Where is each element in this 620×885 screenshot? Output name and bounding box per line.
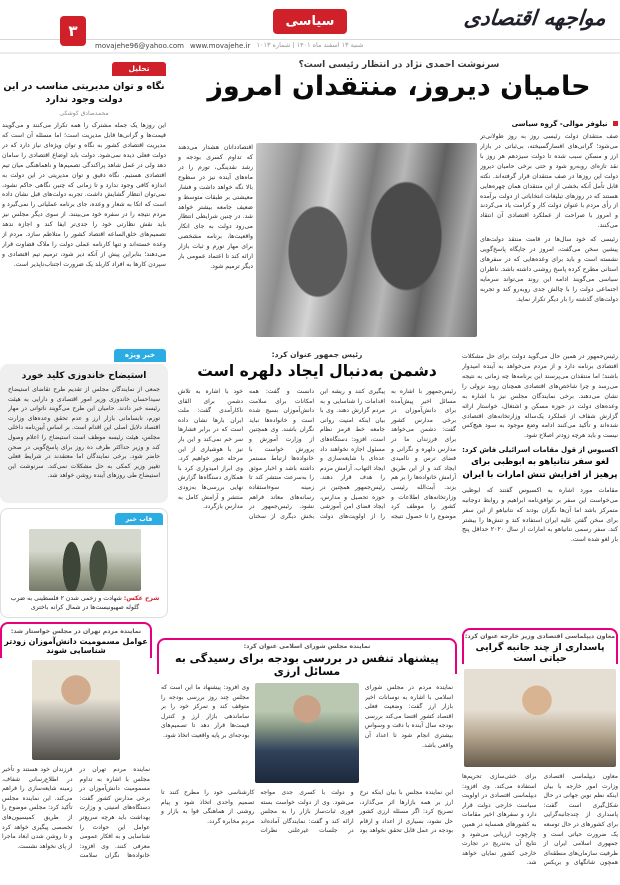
ahmadinejad-photo (256, 143, 477, 337)
deputy-kicker: معاون دیپلماسی اقتصادی وزیر خارجه عنوان کرد: (464, 633, 616, 640)
budget-body-left: وی افزود: پیشنهاد ما این است که مجلس چند روز بررسی بودجه را متوقف کند و تمرکز خود را بر ساماندهی بازار ارز و کنترل قیمت‌ها قرار دهد تا تصمیم‌های بودجه‌ای بر پایه واقعیت اتخاذ شود. (161, 684, 250, 739)
section-badge: سیاسی (273, 9, 347, 34)
president-body: رئیس‌جمهور با اشاره به مسائل اخیر پیش‌آمده برای دانش‌آموزان در برخی مدارس کشور گفت: دشمن می‌خواهد برای فرزندان ما در مدارس دلهره و نگرانی و فضای ترس و ناامیدی ایجاد کند و از این طریق آرامش خانواده‌ها را بر هم بزند. آیت‌الله رئیسی وزارتخانه‌های اطلاعات و کشور را موظف کرد موضوع را تا حصول نتیجه پیگیری کنند و ریشه این اقدامات را شناسایی و به مردم گزارش دهند. وی با بیان اینکه امنیت روانی جامعه خط قرمز نظام است، افزود: دستگاه‌های مسئول اجازه نخواهند داد عده‌ای با شایعه‌سازی و ایجاد التهاب، آرامش مردم را هدف قرار دهند. رئیس‌جمهور همچنین در حوزه تحصیل و مدارس، ایجاد فضای امن آموزشی را از اولویت‌های دولت دانست و گفت: همه امکانات برای سلامت دانش‌آموزان بسیج شده است و خانواده‌ها نباید نگران باشند. وی همچنین از وزارت آموزش و پرورش خواست با خانواده‌ها ارتباط مستمر داشته باشد و اخبار موثق را به‌سرعت منتشر کند تا زمینه سوءاستفاده رسانه‌های معاند فراهم نشود. رئیس‌جمهور در بخش دیگری از سخنان خود با اشاره به تلاش دشمن برای القای ناکارآمدی گفت: ملت ایران بارها نشان داده است که در برابر فشارها سر خم نمی‌کند و این بار نیز با هوشیاری از این مرحله عبور خواهیم کرد. وی ابراز امیدواری کرد با همکاری دستگاه‌ها گزارش نهایی بررسی‌ها به‌زودی منتشر و آرامش کامل به مدارس بازگردد. (178, 388, 456, 520)
deputy-body: معاون دیپلماسی اقتصادی وزارت امور خارجه با بیان اینکه نظم نوین جهانی در حال شکل‌گیری است گفت: پاسداری از چندجانبه‌گرایی برای کشورهای در حال توسعه یک ضرورت حیاتی است و جمهوری اسلامی ایران از ظرفیت سازمان‌های منطقه‌ای همچون شانگهای و بریکس برای خنثی‌سازی تحریم‌ها استفاده می‌کند. وی افزود: دیپلماسی اقتصادی در اولویت سیاست خارجی دولت قرار دارد و سفرهای اخیر مقامات به کشورهای همسایه در همین چارچوب ارزیابی می‌شود و نتایج آن به‌تدریج در تجارت خارجی کشور نمایان خواهد شد. (462, 773, 618, 867)
poisoning-kicker: نماینده مردم تهران در مجلس خواستار شد: (10, 628, 142, 635)
mp-blue-suit-photo (255, 683, 359, 783)
header-divider-bottom (0, 52, 620, 54)
budget-kicker: نماینده مجلس شورای اسلامی عنوان کرد: (243, 643, 371, 650)
axios-body: مقامات مورد اشاره به اکسیوس گفتند که ابوظبی می‌خواست این سفر بر توافق‌نامه ابراهیم و روابط دوجانبه متمرکز باشد اما آن‌ها نگران بودند که نتانیاهو از این سفر برای سخن گفتن علیه ایران استفاده کند و تنش‌ها را بیشتر کند. سفر رسمی نتانیاهو به امارات از سال ۲۰۲۰ حداقل پنج بار لغو شده است. (462, 486, 618, 544)
poisoning-headline: عوامل مسمومیت دانش‌آموزان زودتر شناسایی شوند (4, 637, 148, 655)
deputy-headline: پاسداری از چند جانبه گرایی حیاتی است (475, 642, 605, 664)
special-news-tag: خبر ویژه (114, 349, 166, 362)
impeachment-box (0, 364, 168, 503)
deputy-article (462, 628, 618, 885)
budget-body-right: نماینده مردم در مجلس شورای اسلامی با اشاره به نوسانات اخیر بازار ارز گفت: وضعیت فعلی اقتصاد کشور اقتضا می‌کند بررسی بودجه سال آینده با دقت و وسواس بیشتری انجام شود تا اعداد آن واقعی باشد. (364, 684, 453, 749)
photo-frame-tag: قاب خبر (115, 513, 163, 525)
lead-side-column: اقتصاددانان هشدار می‌دهند که تداوم کسری بودجه و رشد نقدینگی، تورم را در ماه‌های آینده نیز در سطوح بالا نگه خواهد داشت و فشار معیشتی بر طبقات متوسط و ضعیف جامعه بیشتر خواهد شد. در چنین شرایطی انتظار می‌رود دولت به جای انکار واقعیت‌ها، برنامه مشخصی برای مهار تورم و ثبات بازار ارائه کند تا اعتماد عمومی بار دیگر ترمیم شود. (178, 144, 253, 271)
photo-caption (7, 594, 163, 613)
page-number-badge: ۳ (60, 16, 86, 46)
analysis-tag: تحلیل (112, 62, 166, 76)
lead-right-column (480, 120, 618, 347)
budget-photo-row (157, 683, 457, 783)
axios-kicker: اکسیوس از قول مقامات اسرائیلی فاش کرد: (462, 446, 618, 455)
poisoning-body: نماینده مردم تهران در مجلس با اشاره به تداوم مسمومیت دانش‌آموزان در برخی مدارس کشور گفت: دستگاه‌های امنیتی و وزارت بهداشت باید هرچه سریع‌تر عوامل این حوادث را شناسایی و به افکار عمومی معرفی کنند. وی افزود: خانواده‌ها نگران سلامت فرزندان خود هستند و تأخیر در اطلاع‌رسانی شفاف، زمینه شایعه‌سازی را فراهم می‌کند. این نماینده مجلس تأکید کرد: مجلس موضوع را از طریق کمیسیون‌های تخصصی پیگیری خواهد کرد و تا روشن شدن ابعاد ماجرا از پای نخواهد نشست. (2, 766, 150, 860)
impeachment-headline: استیضاح خاندوزی کلید خورد (21, 371, 147, 381)
right-column-body: رئیس‌جمهور در همین حال می‌گوید دولت برای حل مشکلات اقتصادی برنامه دارد و از مردم می‌خواهد به آینده امیدوار باشند؛ اما منتقدان می‌پرسند این برنامه‌ها چه زمانی به نتیجه می‌رسد و چرا شاخص‌های اقتصادی همچنان روند نزولی را نشان می‌دهند. برخی نمایندگان مجلس نیز با اشاره به وعده‌های دولت در حوزه مسکن و اشتغال، خواستار ارائه گزارش شفاف از عملکرد یک‌ساله وزارتخانه‌های اقتصادی شده‌اند و تأکید می‌کنند ادامه وضع موجود به سود هیچ‌کس نیست و باید هرچه زودتر اصلاح شود. (462, 353, 618, 440)
photo-caption-text: شهادت و زخمی شدن ۲ فلسطینی به ضرب گلوله صهیونیست‌ها در شمال کرانه باختری (10, 595, 140, 612)
email-link[interactable]: movajehe96@yahoo.com (95, 42, 184, 50)
budget-article (157, 638, 457, 885)
president-headline: دشمن به‌دنبال ایجاد دلهره است (197, 362, 437, 380)
budget-body-bottom: این نماینده مجلس با بیان اینکه نرخ ارز بر همه بازارها اثر می‌گذارد، تصریح کرد: اگر مسئله ارزی کشور حل نشود، بسیاری از اعداد و ارقام بودجه در عمل قابل تحقق نخواهد بود و دولت با کسری جدی مواجه می‌شود. وی از دولت خواست بسته فوری ثبات‌ساز بازار را به مجلس ارائه کند و گفت: نمایندگان آماده‌اند در جلسات غیرعلنی نظرات کارشناسی خود را مطرح کنند تا تصمیم واحدی اتخاذ شود و پیام روشنی از هماهنگی قوا به بازار و مردم مخابره گردد. (161, 789, 453, 835)
header-divider-top (0, 39, 620, 40)
byline-marker-icon (613, 121, 618, 126)
newspaper-logo: مواجهه اقتصادی (462, 6, 608, 30)
president-kicker: رئیس جمهور عنوان کرد: (271, 350, 363, 359)
photo-frame-box (0, 508, 168, 618)
budget-headline: پیشنهاد تنفس در بررسی بودجه برای رسیدگی به مسائل ارزی (175, 652, 439, 678)
byline-text: نیلوفر موالی- گروه سیاسی (511, 120, 608, 128)
axios-headline: لغو سفر نتانیاهو به ابوظبی برای پرهیز از افزایش تنش امارات با ایران (462, 457, 618, 481)
byline (480, 120, 618, 128)
analysis-body: این روزها یک جمله مشترک را همه تکرار می‌کنند و می‌گویند قیمت‌ها و گرانی‌ها قابل مدیریت است؛ اما مسئله آن است که مدیریت اقتصادی کشور به نگاه و توان ویژه‌ای نیاز دارد که در دولت فعلی دیده نمی‌شود. دولت باید اوضاع اقتصادی را سامان دهد ولی در عمل شاهد پراکندگی تصمیم‌ها و ناهماهنگی میان تیم اقتصادی هستیم. نگاه دقیق و توان مدیریتی در این دولت به اندازه کافی وجود ندارد و تا زمانی که چنین نگاهی حاکم نشود، نمی‌توان انتظار گشایش داشت. تجربه دولت‌های قبل نشان داده است که اتکا به شعار و وعده، جای برنامه عملیاتی را نمی‌گیرد و مردم نتیجه را در سفره خود می‌بینند. از سوی دیگر مجلس نیز باید نقش نظارتی خود را جدی‌تر ایفا کند و اجازه ندهد تصمیم‌های خلق‌الساعه اقتصاد کشور را متلاطم سازد. مردم از وعده خسته‌اند و تنها کارنامه عملی دولت را ملاک قضاوت قرار می‌دهند؛ بنابراین پیش از آنکه دیر شود، ترمیم تیم اقتصادی و سپردن کارها به افراد کاربلد یک ضرورت اجتناب‌ناپذیر است. (2, 122, 166, 268)
lead-body-paragraph: رئیسی که خود سال‌ها در قامت منتقد دولت‌های پیشین سخن می‌گفت، امروز در جایگاه پاسخ‌گویی نشسته است و باید برای وعده‌هایی که در سفرهای استانی مطرح کرده پاسخ روشنی داشته باشد. ناظران سیاسی می‌گویند ادامه این روند می‌تواند سرمایه اجتماعی دولت را با چالش جدی روبه‌رو کند و تجربه دولت‌های گذشته را بار دیگر تکرار نماید. (480, 236, 618, 303)
poisoning-article (0, 622, 152, 885)
deputy-portrait-photo (464, 669, 616, 767)
website-link[interactable]: www.movajehe.ir (190, 42, 251, 50)
president-article (178, 350, 456, 631)
analysis-author: محمدصادق کوشکی (59, 110, 109, 117)
impeachment-body: جمعی از نمایندگان مجلس از تقدیم طرح تقاضای استیضاح سیداحسان خاندوزی وزیر امور اقتصادی و دارایی به هیئت رئیسه خبر دادند. حامیان این طرح می‌گویند ناتوانی در مهار تورم، نابسامانی بازار ارز و عدم تحقق وعده‌های وزارت اقتصاد دلایل اصلی این اقدام است. بر اساس آیین‌نامه داخلی مجلس، هیئت رئیسه موظف است استیضاح را اعلام وصول کند و وزیر حداکثر ظرف ده روز برای پاسخ‌گویی در صحن حاضر شود. برخی نمایندگان اما معتقدند در شرایط فعلی تغییر وزیر کمکی به حل مشکلات نمی‌کند. سرنوشت این استیضاح طی روزهای آینده روشن خواهد شد. (8, 386, 160, 480)
analysis-headline: نگاه و توان مدیریتی مناسب در این دولت وجود ندارد (3, 81, 165, 106)
lead-headline: حامیان دیروز، منتقدان امروز (207, 71, 591, 102)
mp-portrait-photo (32, 660, 120, 760)
date-line: شنبه ۱۳ اسفند ماه ۱۴۰۱ | شماره ۱۰۱۳ (256, 41, 364, 49)
lead-kicker: سرنوشت احمدی نژاد در انتظار رئیسی است؟ (298, 60, 500, 70)
lead-body-paragraph: صف منتقدان دولت رئیسی روز به روز طولانی‌تر می‌شود؛ گرانی‌های افسارگسیخته، بی‌ثباتی در بازار ارز و مسکن سبب شده تا دولت سیزدهم هر روز با نقد تازه‌ای روبه‌رو شود و حتی برخی حامیان دیروز دولت این روزها در صف منتقدان قرار گرفته‌اند. نکته قابل تأمل آنکه بخشی از این منتقدان همان چهره‌هایی هستند که در روزهای تبلیغات انتخاباتی از دولت برآمده از رأی مردم با عنوان دولت کار و کرامت یاد می‌کردند و امروز با صراحت از عملکرد اقتصادی آن انتقاد می‌کنند. (480, 133, 618, 230)
right-column (462, 352, 618, 622)
photo-caption-label: شرح عکس: (123, 595, 160, 602)
soldiers-photo (29, 529, 141, 591)
